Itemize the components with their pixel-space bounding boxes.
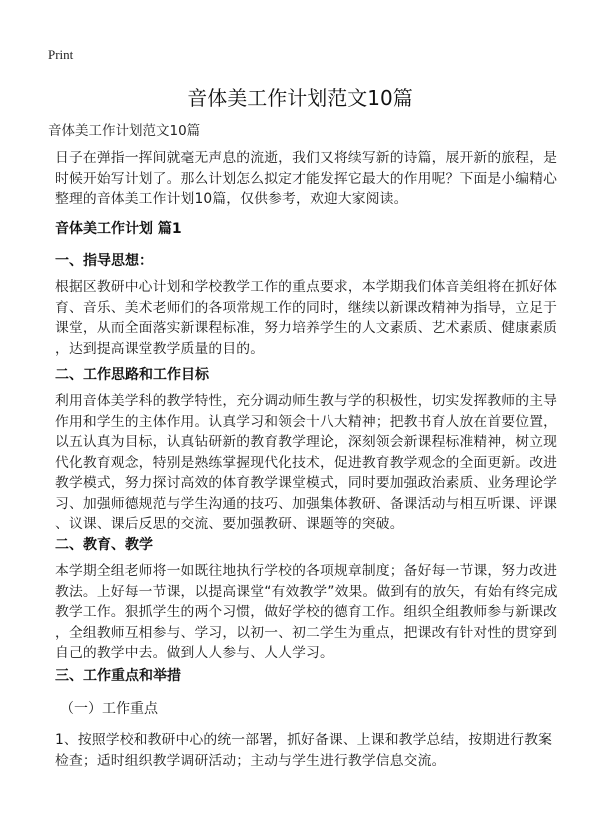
text-line: 本学期全组老师将一如既往地执行学校的各项规章制度；备好每一节课，努力改进 [55, 563, 558, 579]
section-heading: 一、指导思想： [55, 253, 153, 269]
section-paragraph [55, 730, 585, 771]
document-title: 音体美工作计划范文10篇 [187, 86, 413, 110]
text-line: 教法。上好每一节课，以提高课堂“有效教学”效果。做到有的放矢，有始有终完成 [55, 583, 558, 600]
section-heading: 三、工作重点和举措 [55, 668, 181, 684]
text-line: 作用和学生的主体作用。认真学习和领会十八大精神；把教书育人放在首要位置， [55, 413, 558, 430]
article-heading: 音体美工作计划 篇1 [55, 221, 182, 237]
print-label[interactable]: Print [48, 47, 74, 62]
text-line: ，达到提高课堂教学质量的目的。 [55, 340, 265, 357]
text-line: 教学工作。狠抓学生的两个习惯，做好学校的德育工作。组织全组教师参与新课改 [55, 604, 558, 620]
section-heading: 二、工作思路和工作目标 [55, 367, 209, 383]
text-line: 整理的音体美工作计划10篇，仅供参考，欢迎大家阅读。 [55, 191, 408, 207]
text-line: ，全组教师互相参与、学习，以初一、初二学生为重点，把课改有针对性的贯穿到 [55, 624, 558, 641]
text-line: 时候开始写计划了。那么计划怎么拟定才能发挥它最大的作用呢？下面是小编精心 [55, 170, 558, 187]
text-line: 以五认真为目标，认真钻研新的教育教学理论，深刻领会新课程标准精神，树立现 [55, 434, 558, 450]
text-line: 日子在弹指一挥间就毫无声息的流逝，我们又将续写新的诗篇，展开新的旅程，是 [55, 150, 558, 166]
text-line: 课堂，从而全面落实新课程标准，努力培养学生的人文素质、艺术素质、健康素质 [55, 320, 558, 336]
text-line: 、议课、课后反思的交流、要加强教研、课题等的突破。 [55, 516, 404, 532]
subsection-heading: （一）工作重点 [60, 701, 158, 717]
text-line: 1、按照学校和教研中心的统一部署，抓好备课、上课和教学总结，按期进行教案 [55, 732, 553, 748]
text-line: 根据区教研中心计划和学校教学工作的重点要求，本学期我们体音美组将在抓好体 [55, 279, 558, 295]
text-line: 检查；适时组织教学调研活动；主动与学生进行教学信息交流。 [55, 752, 446, 769]
text-line: 习、加强师德规范与学生沟通的技巧、加强集体教研、备课活动与相互听课、评课 [55, 495, 558, 512]
section-heading: 二、教育、教学 [55, 537, 153, 553]
document-subtitle: 音体美工作计划范文10篇 [48, 123, 201, 139]
intro-paragraph [55, 148, 585, 210]
text-line: 自己的教学中去。做到人人参与、人人学习。 [55, 645, 334, 661]
text-line: 代化教育观念，特别是熟练掌握现代化技术，促进教育教学观念的全面更新。改进 [55, 454, 558, 471]
section-paragraph [55, 391, 585, 535]
text-line: 育、音乐、美术老师们的各项常规工作的同时，继续以新课改精神为指导，立足于 [55, 299, 558, 316]
text-line: 教学模式，努力探讨高效的体育教学课堂模式，同时要加强政治素质、业务理论学 [55, 475, 558, 491]
text-line: 利用音体美学科的教学特性，充分调动师生教与学的积极性，切实发挥教师的主导 [55, 393, 558, 409]
section-paragraph [55, 277, 585, 359]
section-paragraph [55, 561, 585, 664]
